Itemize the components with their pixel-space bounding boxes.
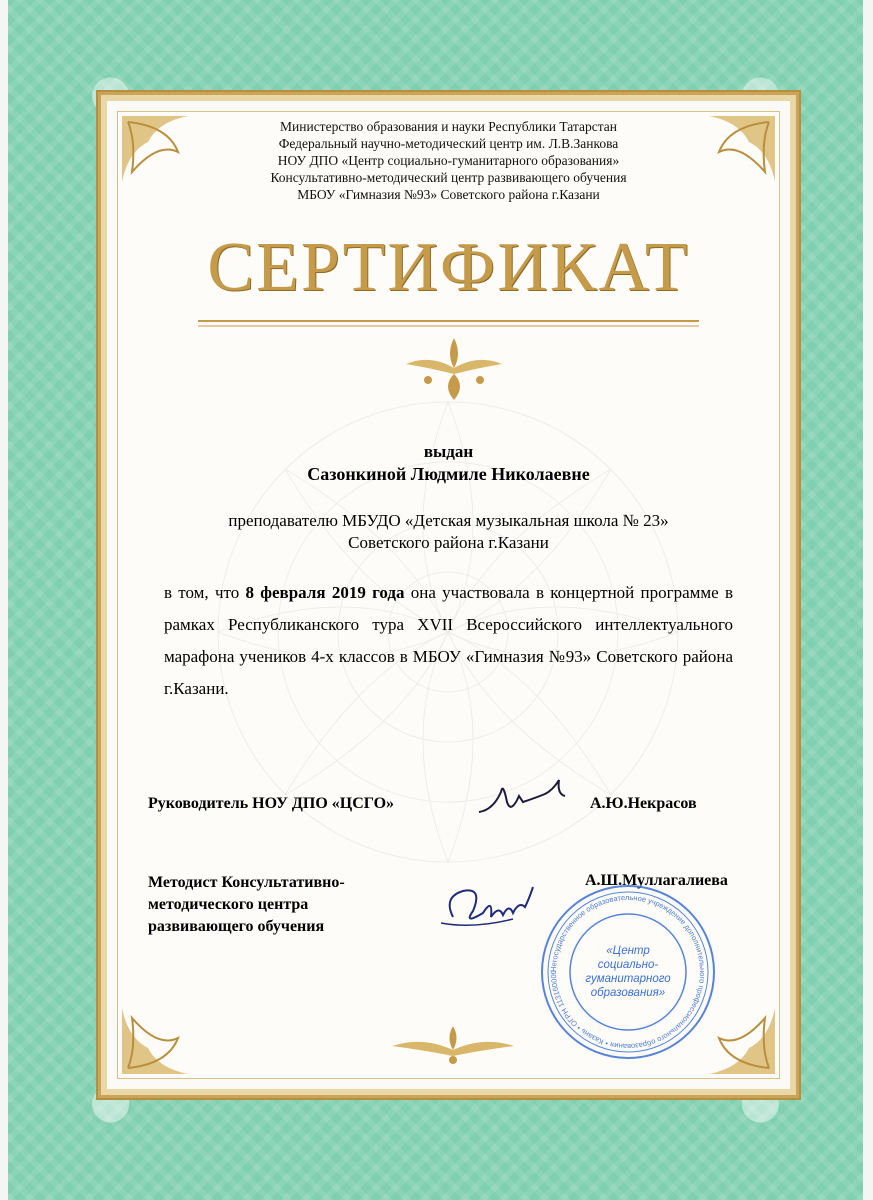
position-line: преподавателю МБУДО «Детская музыкальная школа № 23» — [228, 511, 669, 530]
stamp-line: образования» — [590, 987, 666, 999]
signatory-title-line: методического центра — [148, 896, 309, 913]
header-line: Федеральный научно-методический центр им. Л.В.Занкова — [278, 136, 619, 151]
event-date: 8 февраля 2019 года — [245, 583, 405, 602]
fleur-ornament-icon — [398, 334, 510, 404]
fleur-ornament-icon — [388, 1022, 518, 1067]
issuing-organizations — [118, 118, 779, 203]
signatory-title-line: Методист Консультативно- — [148, 874, 345, 891]
header-line: НОУ ДПО «Центр социально-гуманитарного образования» — [277, 153, 620, 168]
signatory-name: А.Ю.Некрасов — [590, 795, 697, 812]
stamp-line: «Центр — [606, 945, 650, 957]
stamp-center-text — [578, 944, 678, 1000]
signatory-title: Руководитель НОУ ДПО «ЦСГО» — [148, 795, 395, 812]
header-line: Консультативно-методический центр развивающего обучения — [270, 170, 627, 185]
statement-prefix: в том, что — [164, 583, 246, 602]
stamp-ring-text: Негосударственное образовательное учреждение дополнительного профессионального образования • Казань • ОГРН 113160000 — [548, 892, 708, 1052]
signatory-name: А.Ш.Муллагалиева — [585, 872, 728, 889]
recipient-position — [118, 510, 779, 554]
stamp-line: социально- — [597, 959, 659, 971]
signatory-title-line: развивающего обучения — [148, 918, 325, 935]
stamp-line: гуманитарного — [585, 973, 671, 985]
recipient-name: Сазонкиной Людмиле Николаевне — [307, 464, 590, 484]
handwritten-signature — [433, 877, 543, 937]
statement-suffix: она участвовала в концертной программе в рамках Республиканского тура XVII Всероссийского интеллектуального марафона учеников 4-х классов в МБОУ «Гимназия №93» Советского района г.Казани. — [164, 583, 734, 698]
gold-frame — [98, 92, 799, 1098]
organization-stamp — [538, 882, 718, 1062]
header-line: МБОУ «Гимназия №93» Советского района г.Казани — [297, 187, 600, 202]
title-divider — [198, 317, 699, 331]
issued-label: выдан — [423, 442, 474, 461]
header-line: Министерство образования и науки Республики Татарстан — [280, 119, 617, 134]
handwritten-signature — [473, 772, 583, 822]
certificate-statement — [164, 577, 733, 705]
corner-ornament-icon — [118, 968, 228, 1078]
certificate-title: СЕРТИФИКАТ — [207, 229, 690, 306]
certificate-body — [117, 111, 780, 1079]
position-line: Советского района г.Казани — [348, 533, 549, 552]
certificate-page — [8, 0, 863, 1200]
signatory-title — [148, 872, 345, 938]
